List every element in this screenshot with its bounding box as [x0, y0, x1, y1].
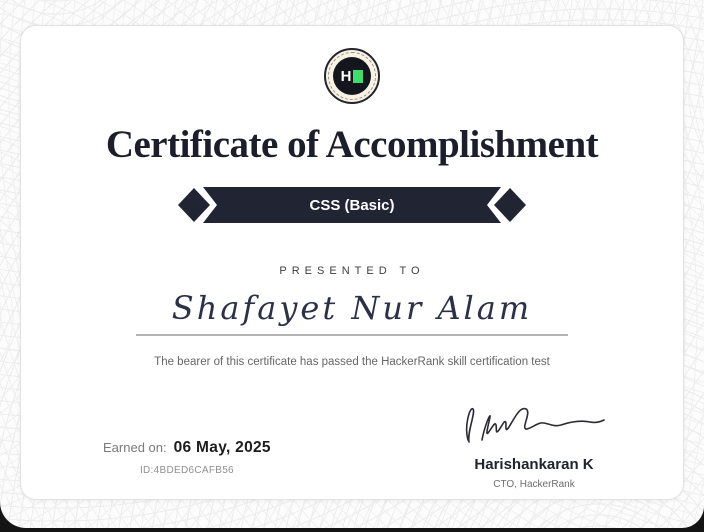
logo-green-square-icon [353, 70, 363, 83]
certificate-id: ID:4BDED6CAFB56 [139, 465, 234, 476]
signature-icon [424, 394, 644, 452]
logo-letter: H [340, 67, 352, 85]
earned-on-label: Earned on: [103, 440, 167, 455]
certificate-title: Certificate of Accomplishment [105, 123, 599, 166]
earned-block [103, 439, 271, 476]
course-ribbon [177, 186, 527, 224]
recipient-name: Shafayet Nur Alam [171, 289, 533, 327]
signature-scrawl [454, 396, 614, 452]
signer-title: CTO, HackerRank [493, 479, 575, 490]
signer-block [424, 394, 644, 490]
logo-text-ring [328, 52, 376, 100]
earned-line [103, 439, 271, 457]
recipient-underline [136, 334, 568, 336]
course-name: CSS (Basic) [309, 196, 395, 214]
signer-name: Harishankaran K [474, 456, 594, 473]
hackerrank-logo-icon [324, 48, 380, 104]
earned-date: 06 May, 2025 [173, 439, 271, 456]
certificate-card [20, 25, 684, 500]
presented-to-label: PRESENTED TO [279, 265, 425, 277]
logo-core [333, 57, 371, 95]
certificate-description: The bearer of this certificate has passed the HackerRank skill certification test [154, 356, 550, 368]
